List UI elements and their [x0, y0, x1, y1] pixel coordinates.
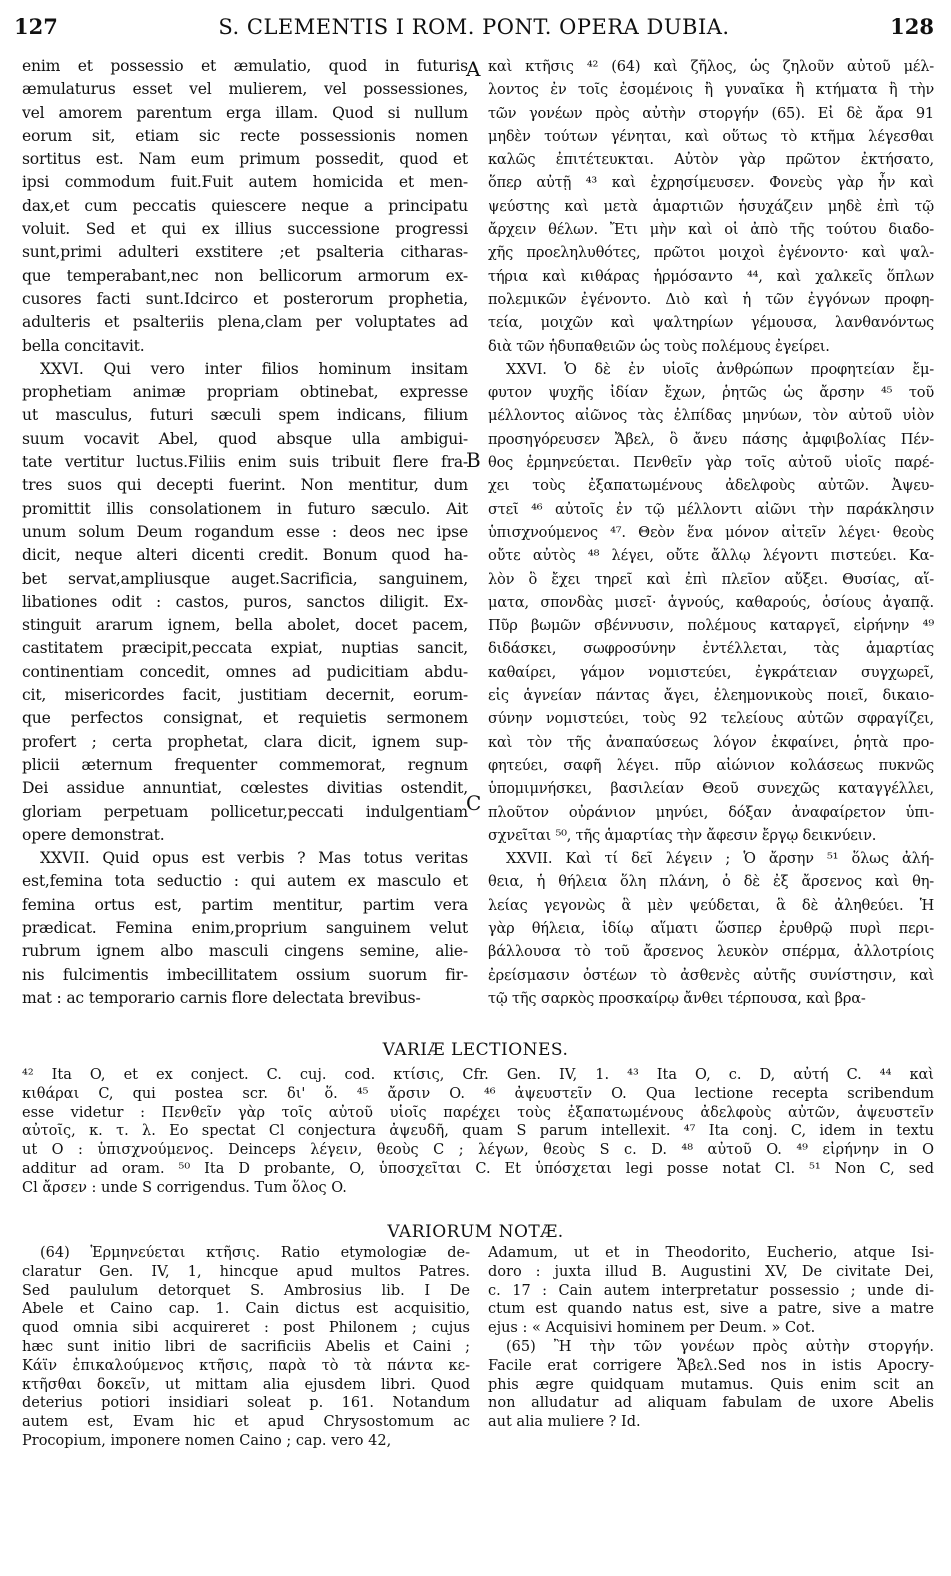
latin-text-line: enim et possessio et æmulatio, quod in futuris	[22, 57, 468, 75]
nota-line: non alludatur ad aliquam fabulam de uxore Abelis	[488, 1395, 934, 1412]
latin-text-line: que temperabant,nec non bellicorum armorum ex-	[22, 266, 468, 285]
greek-text-line: Πῦρ βωμῶν σβέννυσιν, πολέμους καταργεῖ, εἰρήνην ⁴⁹	[488, 617, 934, 635]
latin-text-line: mat : ac temporario carnis flore delectata brevibus-	[22, 988, 421, 1007]
nota-line: Facile erat corrigere Ἄβελ.Sed nos in istis Apocry-	[488, 1357, 934, 1374]
nota-line: ctum est quando natus est, sive a patre, sive a matre	[488, 1301, 934, 1318]
latin-text-line: plicii æternum frequenter commemorat, regnum	[22, 755, 468, 774]
latin-text-line: tres suos qui decepti fuerint. Non mentitur, dum	[22, 476, 468, 495]
nota-line: doro : juxta illud B. Augustini XV, De civitate Dei,	[488, 1263, 934, 1280]
variorum-notae-heading: VARIORUM NOTÆ.	[387, 1222, 564, 1242]
latin-text-line: XXVI. Qui vero inter filios hominum insitam	[40, 359, 468, 378]
latin-text-line: sortitus est. Nam eum primum possedit, quod et	[22, 150, 468, 169]
latin-text-line: femina ortus est, partim mentitur, partim vera	[22, 895, 468, 914]
latin-text-line: opere demonstrat.	[22, 825, 165, 844]
page-number-right: 128	[890, 14, 934, 39]
running-title: S. CLEMENTIS I ROM. PONT. OPERA DUBIA.	[218, 15, 730, 39]
latin-text-line: adulteris et psalteriis plena,clam per voluptates ad	[22, 313, 468, 332]
greek-text-line: εἰς ἁγνείαν πάντας ἄγει, ἐλεημονικοὺς ποιεῖ, δικαιο-	[488, 687, 934, 705]
lectio-line: esse videtur : Πενθεῖν γὰρ τοῖς αὐτοῦ υἱοῖς παρέχει τοὺς ἐξαπατωμένους ἀδελφοὺς αὐτῶν, ἀψευστεῖν	[22, 1104, 934, 1121]
latin-text-line: dax,et cum peccatis quiescere neque a principatu	[22, 196, 468, 215]
latin-text-line: tate vertitur luctus.Filiis enim suis tribuit flere fra-	[22, 453, 468, 472]
latin-text-line: nis fulcimentis imbecillitatem ossium suorum fir-	[22, 965, 468, 984]
greek-text-line: θεια, ἡ θήλεια ὅλη πλάνη, ὁ δὲ ἐξ ἄρσενος καὶ θη-	[488, 873, 934, 891]
latin-text-line: que perfectos consignat, et requietis sermonem	[22, 709, 468, 728]
greek-text-line: καθαίρει, γάμον νομιστεύει, ἐγκράτειαν συγχωρεῖ,	[488, 663, 934, 681]
nota-line: Abele et Caino cap. 1. Cain dictus est acquisitio,	[22, 1301, 470, 1318]
nota-line: Κάϊν ἐπικαλούμενος κτῆσις, παρὰ τὸ τὰ πάντα κε-	[22, 1357, 470, 1374]
greek-text-line: βάλλουσα τὸ τοῦ ἄρσενος λευκὸν σπέρμα, ἀλλοτρίοις	[488, 943, 934, 961]
greek-text-line: διδάσκει, σωφροσύνην ἐντέλλεται, τὰς ἁμαρτίας	[488, 640, 934, 658]
greek-text-line: καὶ τὸν τῆς ἀναπαύσεως λόγον ἐκφαίνει, ῥητὰ προ-	[488, 733, 934, 751]
greek-text-line: ματα, σπονδὰς μισεῖ· ἁγνούς, καθαρούς, ὁσίους ἀγαπᾷ.	[488, 593, 934, 611]
latin-text-line: sunt,primi adulteri exstitere ;et psalteria citharas-	[22, 243, 468, 262]
latin-text-column	[22, 55, 468, 1010]
latin-text-line: suum vocavit Abel, quod absque ulla ambigui-	[22, 429, 468, 448]
greek-text-line: ὅπερ αὐτῇ ⁴³ καὶ ἐχρησίμευσεν. Φονεὺς γὰρ ἦν καὶ	[488, 174, 934, 192]
greek-text-line: θος ἑρμηνεύεται. Πενθεῖν γὰρ τοῖς αὐτοῦ υἱοῖς παρέ-	[488, 454, 934, 472]
latin-text-line: XXVII. Quid opus est verbis ? Mas totus veritas	[40, 849, 468, 868]
greek-text-line: χει τοὺς ἐξαπατωμένους ἀδελφοὺς αὐτῶν. Ἀψευ-	[488, 477, 934, 495]
greek-text-line: σύνην νομιστεύει, τοὺς 92 τελείους αὐτῶν σφραγίζει,	[488, 710, 934, 728]
greek-text-line: προσηγόρευσεν Ἄβελ, ὃ ἄνευ πάσης ἀμφιβολίας Πέν-	[488, 430, 934, 448]
greek-text-line: ψεύστης καὶ μετὰ ἁμαρτιῶν ἡσυχάζειν μηδὲ ἐπὶ τῷ	[488, 197, 934, 215]
latin-text-line: ut masculus, futuri sæculi spem indicans, filium	[22, 406, 468, 425]
lectio-line: αὐτοῖς, κ. τ. λ. Eo spectat Cl conjectura ἀψευδῆ, quam S parum intellexit. ⁴⁷ Ita conj. C, idem in textu	[22, 1123, 934, 1140]
greek-text-line: φητεύει, σαφῆ λέγει. πῦρ αἰώνιον κολάσεως πυκνῶς	[488, 756, 934, 774]
margin-marker-b: B	[466, 448, 481, 472]
lectio-line: Cl ἄρσεν : unde S corrigendus. Tum ὅλος O.	[22, 1179, 347, 1196]
greek-text-line: σχνεῖται ⁵⁰, τῆς ἁμαρτίας τὴν ἄφεσιν ἔργῳ δεικνύειν.	[488, 826, 877, 844]
latin-text-line: libationes odit : castos, puros, sanctos diligit. Ex-	[22, 592, 468, 611]
page-number-left: 127	[14, 14, 58, 39]
greek-text-line: μηδὲν τούτων γένηται, καὶ οὕτως τὸ κτῆμα λέγεσθαι	[488, 127, 934, 145]
nota-line: quod omnia sibi acquireret : post Philonem ; cujus	[22, 1320, 470, 1337]
greek-text-line: ἐρείσμασιν ὀστέων τὸ ἀσθενὲς αὐτῆς συνίστησιν, καὶ	[488, 966, 934, 984]
nota-line: aut alia muliere ? Id.	[488, 1414, 641, 1431]
greek-text-line: στεῖ ⁴⁶ αὐτοῖς ἐν τῷ μέλλοντι αἰῶνι τὴν παράκλησιν	[488, 500, 934, 518]
latin-text-line: ipsi commodum fuit.Fuit autem homicida et men-	[22, 173, 468, 192]
latin-text-line: cit, misericordes facit, justitiam decernit, eorum-	[22, 686, 468, 705]
greek-text-line: ἄρχειν θέλων. Ἔτι μὴν καὶ οἱ ἀπὸ τῆς τούτου διαδο-	[488, 221, 934, 239]
greek-text-line: γὰρ θήλεια, ἰδίῳ αἵματι ὥσπερ ἐρυθρῷ πυρὶ περι-	[488, 919, 934, 937]
nota-line: (64) Ἑρμηνεύεται κτῆσις. Ratio etymologiæ de-	[40, 1245, 470, 1261]
greek-text-line: φυτον ψυχῆς ἰδίαν ἔχων, ῥητῶς ὡς ἄρσην ⁴⁵ τοῦ	[488, 384, 934, 402]
latin-text-line: stinguit ararum ignem, bella abolet, docet pacem,	[22, 616, 468, 635]
latin-text-line: continentiam concedit, omnes ad pudicitiam abdu-	[22, 662, 468, 681]
latin-text-line: bella concitavit.	[22, 336, 145, 355]
latin-text-line: profert ; certa prophetat, clara dicit, ignem sup-	[22, 732, 468, 751]
nota-line: deterius potiori insidiari soleat p. 161. Notandum	[22, 1395, 470, 1412]
greek-text-line: ὑπομιμνήσκει, βασιλείαν Θεοῦ συνεχῶς καταγγέλλει,	[488, 780, 934, 798]
variae-lectiones-heading: VARIÆ LECTIONES.	[382, 1040, 569, 1060]
latin-text-line: æmulaturus esset vel mulierem, vel possessiones,	[22, 80, 468, 99]
margin-marker-c: C	[466, 791, 482, 815]
latin-text-line: eorum sit, etiam sic recte possessionis nomen	[22, 126, 468, 145]
nota-line: Procopium, imponere nomen Caino ; cap. vero 42,	[22, 1432, 392, 1449]
latin-text-line: est,femina tota seductio : qui autem ex masculo et	[22, 872, 468, 891]
latin-text-line: castitatem præcipit,peccata expiat, nuptias sancit,	[22, 639, 468, 658]
latin-text-line: rubrum ignem albo masculi cingens semine, alie-	[22, 942, 468, 961]
latin-text-line: vel amorem parentum erga illam. Quod si nullum	[22, 103, 468, 122]
greek-text-line: μέλλοντος αἰῶνος τὰς ἐλπίδας μηνύων, τὸν αὐτοῦ υἱὸν	[488, 407, 934, 425]
greek-text-line: ὑπισχνούμενος ⁴⁷. Θεὸν ἕνα μόνον αἰτεῖν λέγει· θεοὺς	[488, 523, 934, 541]
greek-text-column	[488, 55, 934, 1010]
nota-line: ejus : « Acquisivi hominem per Deum. » Cot.	[488, 1320, 816, 1337]
latin-text-line: promittit illis consolationem in futuro sæculo. Ait	[22, 499, 468, 518]
greek-text-line: τῷ τῆς σαρκὸς προσκαίρῳ ἄνθει τέρπουσα, καὶ βρα-	[488, 989, 866, 1007]
greek-text-line: πλοῦτον οὐράνιον μηνύει, δόξαν ἀναφαίρετον ὑπι-	[488, 803, 934, 821]
greek-text-line: τεία, μοιχῶν καὶ ψαλτηρίων γέμουσα, λανθανόντως	[488, 314, 934, 332]
nota-line: Sed paululum detorquet S. Ambrosius lib. I De	[22, 1282, 470, 1299]
greek-text-line: πολεμικῶν ἐγένοντο. Διὸ καὶ ἡ τῶν ἐγγόνων προφη-	[488, 290, 934, 308]
margin-marker-a: A	[466, 57, 481, 81]
greek-text-line: τῶν γονέων πρὸς αὐτὴν στοργήν (65). Εἰ δὲ ἄρα 91	[488, 104, 934, 122]
lectio-line: ⁴² Ita O, et ex conject. C. cuj. cod. κτίσις, Cfr. Gen. IV, 1. ⁴³ Ita O, c. D, αὐτή C. ⁴⁴ καὶ	[22, 1067, 934, 1083]
nota-line: (65) Ἢ τὴν τῶν γονέων πρὸς αὐτὴν στοργήν.	[506, 1338, 934, 1355]
nota-line: phis ægre quidquam mutamus. Quis enim scit an	[488, 1376, 934, 1393]
latin-text-line: unum solum Deum rogandum esse : deos nec ipse	[22, 522, 468, 541]
greek-text-line: XXVII. Καὶ τί δεῖ λέγειν ; Ὁ ἄρσην ⁵¹ ὅλως ἀλή-	[506, 850, 934, 868]
latin-text-line: Dei assidue annuntiat, cœlestes divitias ostendit,	[22, 779, 468, 798]
nota-line: autem est, Evam hic et apud Chrysostomum ac	[22, 1414, 470, 1431]
greek-text-line: XXVI. Ὁ δὲ ἐν υἱοῖς ἀνθρώπων προφητείαν ἔμ-	[506, 360, 934, 378]
nota-line: claratur Gen. IV, 1, hincque apud multos Patres.	[22, 1263, 470, 1280]
notae-left-column	[22, 1244, 470, 1451]
latin-text-line: dicit, neque alteri dicenti credit. Bonum quod ha-	[22, 546, 468, 565]
greek-text-line: καλῶς ἐπιτέτευκται. Αὐτὸν γὰρ πρῶτον ἐκτήσατο,	[488, 151, 934, 169]
nota-line: κτῆσθαι δοκεῖν, ut mittam alia ejusdem libri. Quod	[22, 1376, 470, 1393]
variae-lectiones-notes	[22, 1066, 934, 1198]
latin-text-line: prophetiam animæ propriam obtinebat, expresse	[22, 383, 468, 402]
lectio-line: additur ad oram. ⁵⁰ Ita D probante, O, ὑποσχεῖται C. Et ὑπόσχεται legi posse notat Cl. ⁵¹ Non C, sed	[22, 1160, 934, 1177]
page-header	[14, 14, 934, 40]
nota-line: hæc sunt initio libri de sacrificiis Abelis et Caini ;	[22, 1338, 470, 1355]
greek-text-line: λοντος ἐν τοῖς ἐσομένοις ἢ γυναῖκα ἢ κτήματα ἢ τὴν	[488, 81, 934, 99]
greek-text-line: οὔτε αὐτὸς ⁴⁸ λέγει, οὔτε ἄλλῳ λέγοντι πιστεύει. Κα-	[488, 547, 934, 565]
notae-right-column	[488, 1244, 934, 1432]
latin-text-line: cusores facti sunt.Idcirco et posterorum prophetia,	[22, 289, 468, 308]
greek-text-line: τήρια καὶ κιθάρας ἡρμόσαντο ⁴⁴, καὶ χαλκεῖς ὅπλων	[488, 267, 934, 285]
latin-text-line: gloriam perpetuam pollicetur,peccati indulgentiam	[22, 802, 468, 821]
greek-text-line: διὰ τῶν ἡδυπαθειῶν ὡς τοὺς πολέμους ἐγείρει.	[488, 337, 830, 355]
latin-text-line: bet servat,ampliusque auget.Sacrificia, sanguinem,	[22, 569, 468, 588]
latin-text-line: voluit. Sed et qui ex illius successione progressi	[22, 220, 468, 239]
greek-text-line: λείας γεγονὼς ἃ μὲν ψεύδεται, ἃ δὲ ἀληθεύει. Ἡ	[488, 896, 934, 914]
greek-text-line: χῆς προεληλυθότες, πρῶτοι μοιχοὶ ἐγένοντο· καὶ ψαλ-	[488, 244, 934, 262]
lectio-line: κιθάραι C, qui postea scr. δι' ὅ. ⁴⁵ ἄρσιν O. ⁴⁶ ἀψευστεῖν O. Qua lectione recepta scribendum	[22, 1085, 934, 1102]
nota-line: Adamum, ut et in Theodorito, Eucherio, atque Isi-	[488, 1245, 934, 1261]
greek-text-line: καὶ κτῆσις ⁴² (64) καὶ ζῆλος, ὡς ζηλοῦν αὐτοῦ μέλ-	[488, 58, 934, 75]
latin-text-line: prædicat. Femina enim,proprium sanguinem velut	[22, 918, 468, 937]
nota-line: c. 17 : Cain autem interpretatur possessio ; unde di-	[488, 1282, 934, 1299]
lectio-line: ut O : ὑπισχνούμενος. Deinceps λέγειν, θεοὺς C ; λέγων, θεοὺς S c. D. ⁴⁸ αὐτοῦ O. ⁴⁹ εἰρήνην in O	[22, 1142, 934, 1159]
greek-text-line: λὸν ὃ ἔχει τηρεῖ καὶ ἐπὶ πλεῖον αὔξει. Θυσίας, αἵ-	[488, 570, 934, 588]
